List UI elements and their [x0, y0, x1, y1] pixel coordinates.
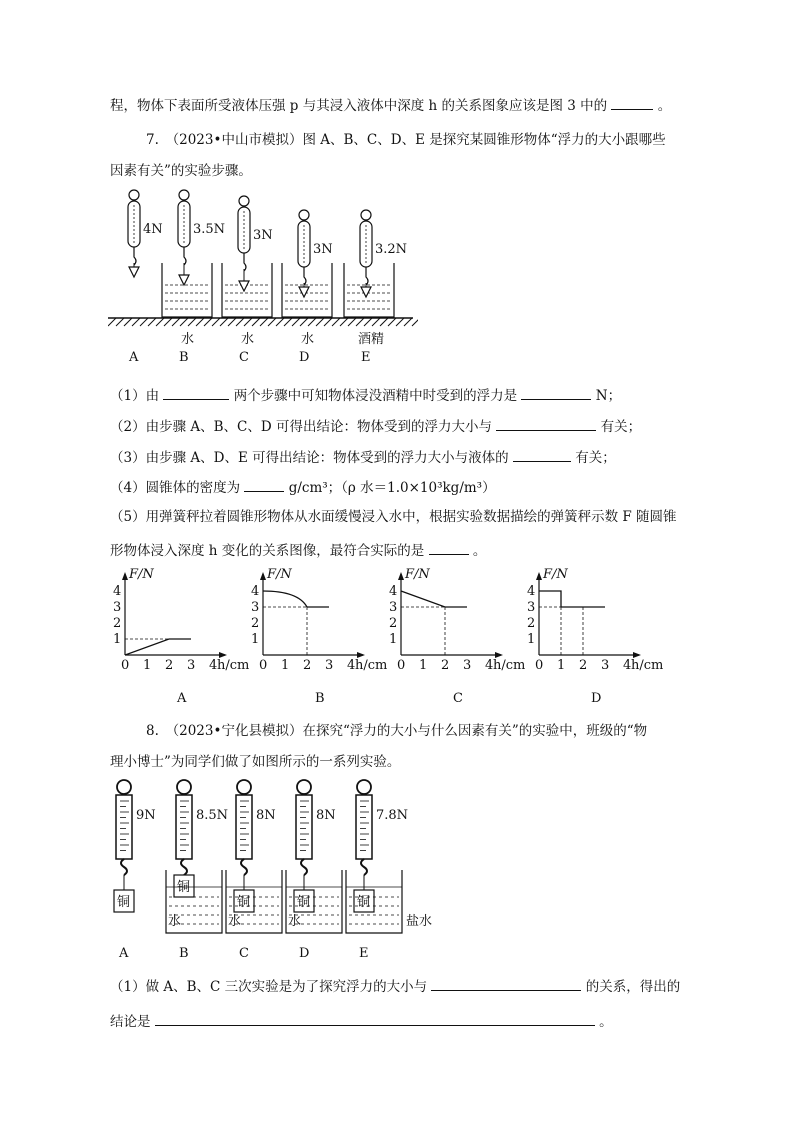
x-tick: 4 — [623, 658, 632, 673]
scale-body — [176, 795, 192, 859]
water-label: 水 — [288, 914, 302, 929]
x-tick: 3 — [463, 658, 472, 673]
y-tick: 1 — [251, 632, 260, 647]
ground-hatch — [316, 318, 324, 326]
p5-text-c: 。 — [472, 543, 487, 559]
q7-title-line2: 因素有关”的实验步骤。 — [110, 163, 252, 179]
reading-label: 4N — [143, 222, 163, 237]
saltwater-label: 盐水 — [406, 914, 433, 929]
y-tick: 1 — [113, 632, 122, 647]
ground-hatch — [380, 318, 388, 326]
line-intro — [110, 95, 671, 115]
y-tick: 3 — [527, 600, 536, 615]
ground-hatch — [244, 318, 252, 326]
y-tick: 3 — [389, 600, 398, 615]
data-line — [125, 639, 191, 655]
scale-body — [356, 795, 372, 859]
blank-factor[interactable] — [496, 416, 596, 431]
x-axis-label: h/cm — [217, 658, 250, 673]
reading-label: 3N — [253, 228, 273, 243]
graph-b — [251, 567, 387, 706]
q7-part4 — [110, 477, 496, 497]
ground-hatch — [148, 318, 156, 326]
step-label: E — [359, 946, 369, 961]
x-tick: 2 — [303, 658, 312, 673]
scale-ring — [239, 196, 249, 206]
step-label: E — [361, 350, 371, 365]
scale-body — [128, 201, 140, 247]
fig7-spring-scales — [108, 183, 418, 373]
ground-hatch — [204, 318, 212, 326]
ground-hatch — [236, 318, 244, 326]
ground-hatch — [220, 318, 228, 326]
block-label: 铜 — [357, 895, 371, 910]
ground-hatch — [252, 318, 260, 326]
step-label: D — [299, 350, 310, 365]
q7-part3 — [110, 447, 616, 467]
q8-part1-line2 — [110, 1011, 613, 1031]
reading-label: 3.2N — [375, 242, 408, 257]
ground-hatch — [140, 318, 148, 326]
y-axis-label: F/N — [267, 567, 292, 582]
water-label: 水 — [228, 914, 242, 929]
p2-text-b: 有关； — [600, 419, 642, 435]
data-line — [401, 591, 467, 607]
ground-hatch — [156, 318, 164, 326]
x-tick: 2 — [579, 658, 588, 673]
x-tick: 4 — [209, 658, 218, 673]
x-axis-label: h/cm — [493, 658, 526, 673]
graph-label: C — [453, 691, 463, 706]
scale-ring — [177, 780, 191, 794]
y-tick: 1 — [527, 632, 536, 647]
x-tick: 4 — [347, 658, 356, 673]
scale-hook — [134, 247, 136, 265]
scale-body — [116, 795, 132, 859]
p3-text-a: （3）由步骤 A、D、E 可得出结论：物体受到的浮力大小与液体的 — [110, 450, 509, 466]
blank-steps[interactable] — [163, 385, 229, 400]
ground-hatch — [164, 318, 172, 326]
q7-title-line1: 7. （2023•中山市模拟）图 A、B、C、D、E 是探究某圆锥形物体“浮力的大小跟哪些 — [146, 132, 666, 148]
y-arrow — [536, 572, 542, 580]
ground-hatch — [228, 318, 236, 326]
cone-icon — [361, 287, 371, 297]
fig8-group — [114, 780, 432, 961]
graph-c — [389, 567, 525, 706]
ground-hatch — [180, 318, 188, 326]
scale-ring — [297, 780, 311, 794]
x-axis-label: h/cm — [355, 658, 388, 673]
ground-hatch — [340, 318, 348, 326]
step-label: C — [239, 946, 249, 961]
liquid-label: 水 — [241, 332, 255, 347]
ground-hatch — [132, 318, 140, 326]
block-label: 铜 — [177, 880, 191, 895]
x-tick: 1 — [143, 658, 152, 673]
y-axis-label: F/N — [543, 567, 568, 582]
intro-text: 程，物体下表面所受液体压强 p 与其浸入液体中深度 h 的关系图象应该是图 3 中的 — [110, 98, 608, 114]
ground-hatch — [348, 318, 356, 326]
ground-hatch — [124, 318, 132, 326]
scale-hook — [244, 253, 246, 271]
ground-hatch — [172, 318, 180, 326]
step-label: A — [129, 350, 139, 365]
p1-text-b: 两个步骤中可知物体浸没酒精中时受到的浮力是 — [233, 388, 518, 404]
x-axis-label: h/cm — [631, 658, 664, 673]
p4-text-a: （4）圆锥体的密度为 — [110, 480, 241, 496]
q8-title-line1: 8. （2023•宁化县模拟）在探究“浮力的大小与什么因素有关”的实验中，班级的“物 — [146, 723, 648, 739]
blank-relation[interactable] — [431, 976, 581, 991]
liquid-label: 水 — [181, 332, 195, 347]
scale-ring — [237, 780, 251, 794]
graph-a — [113, 567, 249, 706]
p7-text-b: 。 — [599, 1014, 613, 1030]
x-tick: 1 — [557, 658, 566, 673]
p6-text-b: 的关系，得出的 — [585, 979, 681, 995]
scale-ring — [117, 780, 131, 794]
blank-conclusion[interactable] — [155, 1011, 595, 1026]
fig8-spring-scales — [108, 775, 438, 965]
ground-hatch — [308, 318, 316, 326]
water-label: 水 — [168, 914, 182, 929]
scale-ring — [357, 780, 371, 794]
scale-body — [360, 221, 372, 267]
y-tick: 2 — [389, 616, 398, 631]
blank-buoyancy[interactable] — [521, 385, 591, 400]
blank-liquid[interactable] — [513, 447, 571, 462]
intro-end: 。 — [657, 98, 672, 114]
scale-ring — [361, 210, 371, 220]
x-tick: 0 — [535, 658, 544, 673]
ground-hatch — [284, 318, 292, 326]
scale-hook — [184, 247, 186, 265]
blank-density[interactable] — [244, 477, 284, 492]
ground-hatch — [396, 318, 404, 326]
scale-body — [296, 795, 312, 859]
ground-hatch — [404, 318, 412, 326]
p7-text-a: 结论是 — [110, 1014, 151, 1030]
reading-label: 8N — [316, 808, 336, 823]
x-tick: 4 — [485, 658, 494, 673]
p5-text-b: 形物体浸入深度 h 变化的关系图像，最符合实际的是 — [110, 543, 425, 559]
q7-part5-line2 — [110, 540, 486, 560]
ground-hatch — [324, 318, 332, 326]
ground-hatch — [276, 318, 284, 326]
p3-text-b: 有关； — [575, 450, 616, 466]
y-axis-label: F/N — [405, 567, 430, 582]
reading-label: 9N — [136, 808, 156, 823]
step-label: B — [179, 350, 189, 365]
scale-hook — [241, 859, 247, 875]
x-tick: 3 — [187, 658, 196, 673]
y-arrow — [122, 572, 128, 580]
graph-label: A — [177, 691, 187, 706]
p4-text-b: g/cm³；（ρ 水＝1.0×10³kg/m³） — [288, 480, 496, 496]
scale-ring — [299, 210, 309, 220]
y-tick: 2 — [251, 616, 260, 631]
ground-hatch — [108, 318, 116, 326]
cone-icon — [129, 267, 139, 277]
x-tick: 0 — [259, 658, 268, 673]
step-label: B — [179, 946, 189, 961]
p1-text-a: （1）由 — [110, 388, 160, 404]
reading-label: 8N — [256, 808, 276, 823]
scale-hook — [366, 267, 368, 285]
y-tick: 2 — [527, 616, 536, 631]
ground-hatch — [188, 318, 196, 326]
step-label: A — [119, 946, 129, 961]
q7-part5-line1: （5）用弹簧秤拉着圆锥形物体从水面缓慢浸入水中，根据实验数据描绘的弹簧秤示数 F 随圆锥 — [110, 509, 677, 525]
blank-graph[interactable] — [429, 540, 469, 555]
ground-hatch — [300, 318, 308, 326]
scale-ring — [129, 190, 139, 200]
y-tick: 4 — [389, 584, 398, 599]
data-line — [539, 591, 605, 607]
liquid-label: 酒精 — [358, 332, 385, 347]
ground-hatch — [268, 318, 276, 326]
step-label: C — [239, 350, 249, 365]
y-tick: 4 — [527, 584, 536, 599]
scale-ring — [179, 190, 189, 200]
x-tick: 0 — [397, 658, 406, 673]
p2-text-a: （2）由步骤 A、B、C、D 可得出结论：物体受到的浮力大小与 — [110, 419, 492, 435]
y-tick: 1 — [389, 632, 398, 647]
graph-label: D — [591, 691, 602, 706]
step-label: D — [299, 946, 310, 961]
q7-part2 — [110, 416, 641, 436]
data-line — [263, 591, 329, 607]
fig7-group — [108, 190, 418, 365]
y-arrow — [398, 572, 404, 580]
scale-hook — [181, 859, 187, 875]
scale-body — [298, 221, 310, 267]
y-tick: 4 — [251, 584, 260, 599]
scale-hook — [361, 859, 367, 875]
y-axis-label: F/N — [129, 567, 154, 582]
ground-hatch — [412, 318, 418, 326]
cone-icon — [299, 287, 309, 297]
scale-body — [236, 795, 252, 859]
scale-hook — [121, 859, 127, 875]
q7-part1 — [110, 385, 621, 405]
y-tick: 2 — [113, 616, 122, 631]
reading-label: 7.8N — [376, 808, 409, 823]
reading-label: 3N — [313, 242, 333, 257]
y-arrow — [260, 572, 266, 580]
scale-body — [238, 207, 250, 253]
p1-text-c: N； — [595, 388, 622, 404]
x-tick: 1 — [281, 658, 290, 673]
liquid-label: 水 — [301, 332, 315, 347]
x-tick: 0 — [121, 658, 130, 673]
p6-text-a: （1）做 A、B、C 三次实验是为了探究浮力的大小与 — [110, 979, 428, 995]
scale-body — [178, 201, 190, 247]
y-tick: 3 — [113, 600, 122, 615]
ground-hatch — [260, 318, 268, 326]
ground-hatch — [388, 318, 396, 326]
block-label: 铜 — [237, 895, 251, 910]
x-tick: 1 — [419, 658, 428, 673]
x-tick: 3 — [325, 658, 334, 673]
x-tick: 3 — [601, 658, 610, 673]
ground-hatch — [364, 318, 372, 326]
cone-icon — [239, 281, 249, 291]
scale-hook — [301, 859, 307, 875]
ground-hatch — [116, 318, 124, 326]
cone-icon — [179, 275, 189, 285]
answer-blank[interactable] — [611, 95, 653, 110]
scale-hook — [304, 267, 306, 285]
graphs-abcd — [105, 560, 665, 710]
y-tick: 3 — [251, 600, 260, 615]
reading-label: 8.5N — [196, 808, 229, 823]
ground-hatch — [372, 318, 380, 326]
ground-hatch — [292, 318, 300, 326]
graph-d — [527, 567, 663, 706]
x-tick: 2 — [441, 658, 450, 673]
block-label: 铜 — [297, 895, 311, 910]
q8-part1 — [110, 976, 680, 996]
ground-hatch — [212, 318, 220, 326]
x-tick: 2 — [165, 658, 174, 673]
block-label: 铜 — [117, 895, 131, 910]
graph-label: B — [315, 691, 325, 706]
reading-label: 3.5N — [193, 222, 226, 237]
ground-hatch — [356, 318, 364, 326]
q8-title-line2: 理小博士”为同学们做了如图所示的一系列实验。 — [110, 754, 401, 770]
ground-hatch — [196, 318, 204, 326]
graphs-group — [113, 567, 663, 706]
ground-hatch — [332, 318, 340, 326]
y-tick: 4 — [113, 584, 122, 599]
